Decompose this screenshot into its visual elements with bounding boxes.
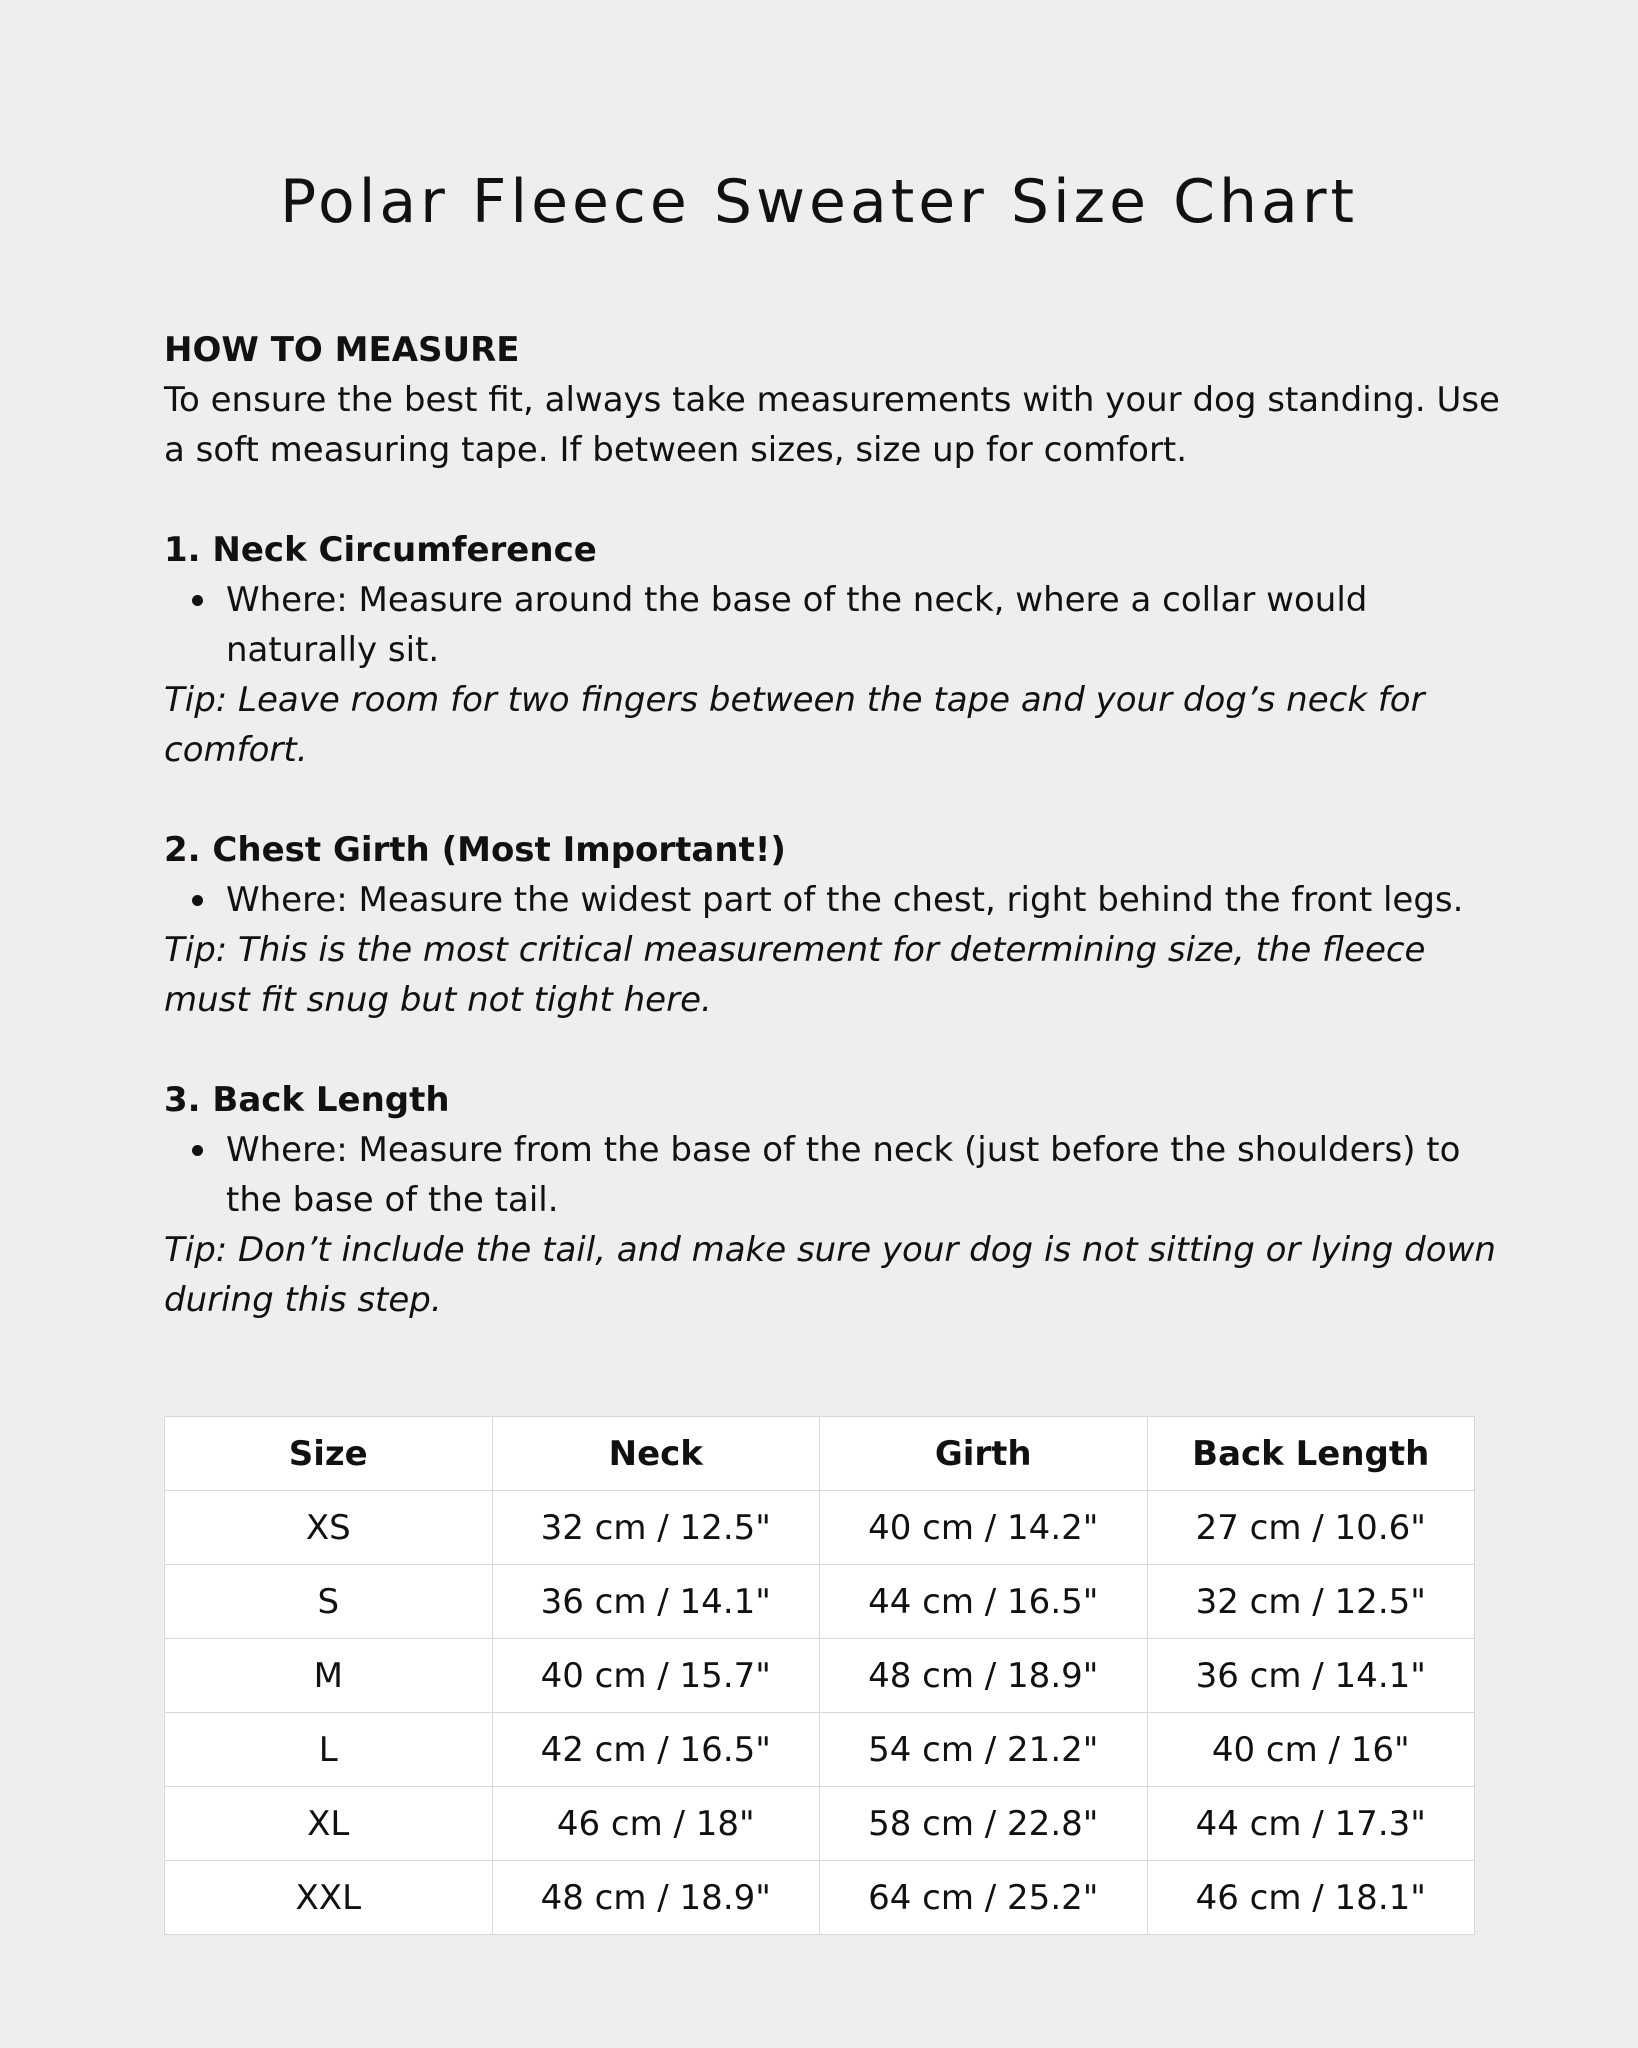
table-cell-size: L (165, 1713, 493, 1787)
table-cell-girth: 58 cm / 22.8" (820, 1787, 1148, 1861)
table-row (165, 1713, 1475, 1787)
table-cell-girth: 48 cm / 18.9" (820, 1639, 1148, 1713)
table-cell-size: XL (165, 1787, 493, 1861)
table-cell-neck: 40 cm / 15.7" (492, 1639, 820, 1713)
step-tip-back-length: Tip: Don’t include the tail, and make sure your dog is not sitting or lying down during this step. (164, 1230, 1496, 1320)
table-cell-back-length: 32 cm / 12.5" (1147, 1565, 1475, 1639)
table-header-row (165, 1417, 1475, 1491)
table-cell-size: XS (165, 1491, 493, 1565)
step-tip-neck: Tip: Leave room for two fingers between the tape and your dog’s neck for comfort. (164, 680, 1425, 770)
step-list-girth (164, 875, 1504, 925)
table-cell-back-length: 40 cm / 16" (1147, 1713, 1475, 1787)
step-where-back-length: Where: Measure from the base of the neck (just before the shoulders) to the base of the tail. (226, 1125, 1504, 1225)
step-tip-girth: Tip: This is the most critical measurement for determining size, the fleece must fit snug but not tight here. (164, 930, 1426, 1020)
table-cell-back-length: 46 cm / 18.1" (1147, 1861, 1475, 1935)
spacer (164, 475, 1504, 525)
step-list-neck (164, 575, 1504, 675)
table-cell-girth: 44 cm / 16.5" (820, 1565, 1148, 1639)
table-row (165, 1639, 1475, 1713)
table-cell-neck: 32 cm / 12.5" (492, 1491, 820, 1565)
size-table (164, 1416, 1475, 1935)
table-cell-size: M (165, 1639, 493, 1713)
table-row (165, 1787, 1475, 1861)
table-cell-neck: 36 cm / 14.1" (492, 1565, 820, 1639)
measuring-guide (164, 325, 1504, 1325)
column-header-size: Size (165, 1417, 493, 1491)
step-where-girth: Where: Measure the widest part of the chest, right behind the front legs. (226, 875, 1504, 925)
step-heading-back-length: 3. Back Length (164, 1080, 450, 1120)
table-cell-neck: 48 cm / 18.9" (492, 1861, 820, 1935)
table-cell-back-length: 36 cm / 14.1" (1147, 1639, 1475, 1713)
table-row (165, 1565, 1475, 1639)
table-cell-size: XXL (165, 1861, 493, 1935)
step-heading-neck: 1. Neck Circumference (164, 530, 597, 570)
table-cell-back-length: 44 cm / 17.3" (1147, 1787, 1475, 1861)
how-to-measure-heading: HOW TO MEASURE (164, 330, 520, 370)
table-cell-girth: 64 cm / 25.2" (820, 1861, 1148, 1935)
step-heading-girth: 2. Chest Girth (Most Important!) (164, 830, 786, 870)
table-cell-size: S (165, 1565, 493, 1639)
table-cell-neck: 42 cm / 16.5" (492, 1713, 820, 1787)
how-to-measure-intro: To ensure the best fit, always take measurements with your dog standing. Use a soft measuring tape. If between sizes, size up for comfort. (164, 380, 1500, 470)
step-list-back-length (164, 1125, 1504, 1225)
table-cell-back-length: 27 cm / 10.6" (1147, 1491, 1475, 1565)
table-cell-neck: 46 cm / 18" (492, 1787, 820, 1861)
spacer (164, 1025, 1504, 1075)
column-header-girth: Girth (820, 1417, 1148, 1491)
spacer (164, 775, 1504, 825)
table-cell-girth: 40 cm / 14.2" (820, 1491, 1148, 1565)
page-title: Polar Fleece Sweater Size Chart (279, 167, 1359, 237)
table-row (165, 1491, 1475, 1565)
column-header-back-length: Back Length (1147, 1417, 1475, 1491)
table-row (165, 1861, 1475, 1935)
table-cell-girth: 54 cm / 21.2" (820, 1713, 1148, 1787)
column-header-neck: Neck (492, 1417, 820, 1491)
step-where-neck: Where: Measure around the base of the neck, where a collar would naturally sit. (226, 575, 1504, 675)
